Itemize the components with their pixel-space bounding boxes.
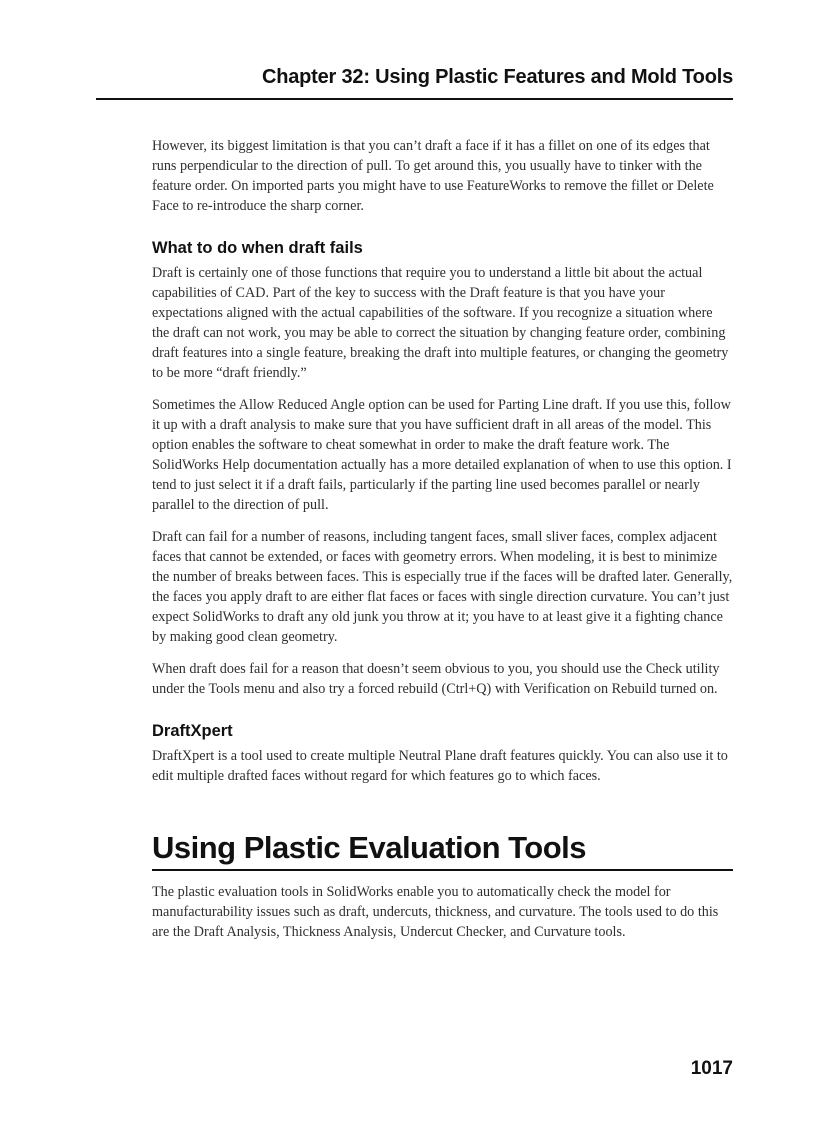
section-heading-rule	[152, 869, 733, 871]
page-number: 1017	[690, 1058, 733, 1079]
draft-fails-paragraph-4: When draft does fail for a reason that doesn’t seem obvious to you, you should use the Check utility under the Tools menu and also try a forced rebuild (Ctrl+Q) with Verification on Rebuild turned on.	[152, 661, 720, 697]
heading-draftxpert: DraftXpert	[152, 722, 233, 740]
header-rule	[96, 98, 733, 100]
draft-fails-paragraph-1: Draft is certainly one of those functions that require you to understand a little bit about the actual capabilities of CAD. Part of the key to success with the Draft feature is that you have your expectations aligned with the actual capabilities of the software. If you recognize a situation where the draft can not work, you may be able to correct the situation by changing feature order, combining draft features into a single feature, breaking the draft into multiple features, or changing the geometry to be more “draft friendly.”	[152, 265, 729, 381]
intro-paragraph: However, its biggest limitation is that you can’t draft a face if it has a fillet on one of its edges that runs perpendicular to the direction of pull. To get around this, you usually have to tinker with the feature order. On imported parts you might have to use FeatureWorks to remove the fillet or Delete Face to re-introduce the sharp corner.	[152, 138, 714, 214]
heading-using-plastic-evaluation-tools: Using Plastic Evaluation Tools	[152, 830, 587, 865]
draft-fails-paragraph-2: Sometimes the Allow Reduced Angle option can be used for Parting Line draft. If you use this, follow it up with a draft analysis to make sure that you have sufficient draft in all areas of the model. This option enables the software to cheat somewhat in order to make the draft feature work. The SolidWorks Help documentation actually has a more detailed explanation of when to use this option. I tend to just select it if a draft fails, particularly if the parting line used becomes parallel or nearly parallel to the direction of pull.	[152, 397, 732, 513]
draftxpert-paragraph: DraftXpert is a tool used to create multiple Neutral Plane draft features quickly. You can also use it to edit multiple drafted faces without regard for which features go to which faces.	[152, 748, 728, 784]
chapter-running-head: Chapter 32: Using Plastic Features and Mold Tools	[261, 66, 733, 88]
heading-what-to-do-when-draft-fails: What to do when draft fails	[152, 239, 363, 257]
plastic-evaluation-paragraph: The plastic evaluation tools in SolidWorks enable you to automatically check the model for manufacturability issues such as draft, undercuts, thickness, and curvature. The tools used to do this are the Draft Analysis, Thickness Analysis, Undercut Checker, and Curvature tools.	[152, 884, 719, 940]
page-body	[152, 136, 733, 942]
draft-fails-paragraph-3: Draft can fail for a number of reasons, including tangent faces, small sliver faces, complex adjacent faces that cannot be extended, or faces with geometry errors. When modeling, it is best to minimize the number of breaks between faces. This is especially true if the faces will be drafted later. Generally, the faces you apply draft to are either flat faces or faces with single direction curvature. You can’t just expect SolidWorks to draft any old junk you throw at it; you have to at least give it a fighting chance by making good clean geometry.	[152, 529, 733, 645]
